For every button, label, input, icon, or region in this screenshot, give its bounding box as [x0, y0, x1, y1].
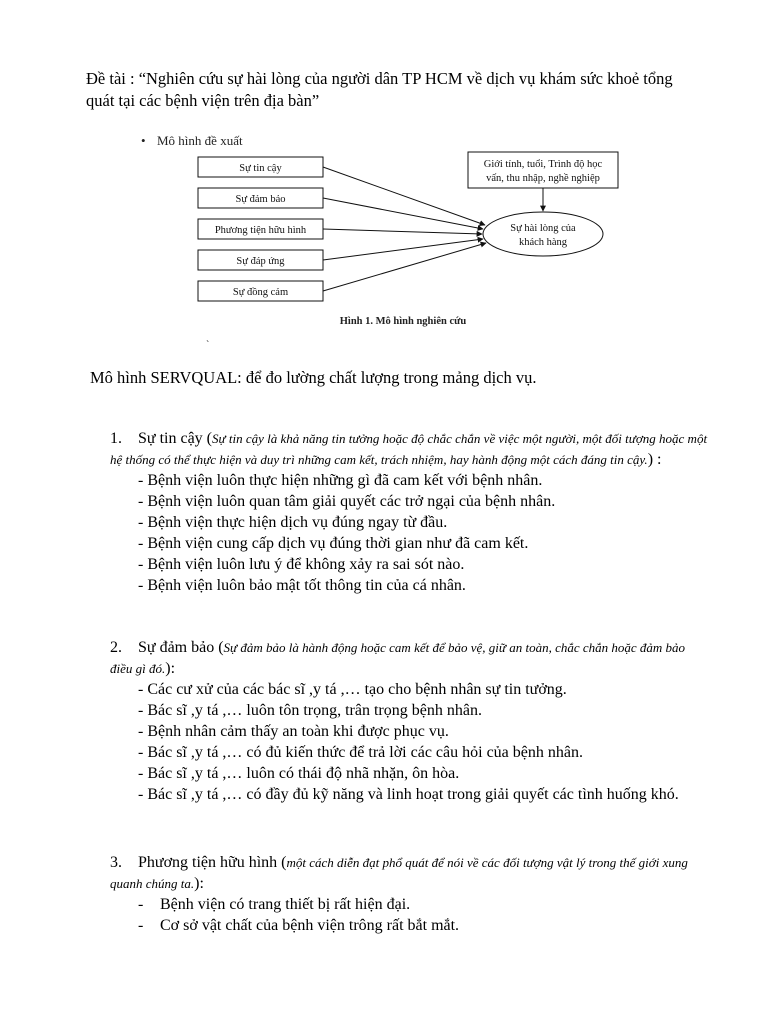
section-number: 2.: [110, 639, 122, 656]
list-item: - Bác sĩ ,y tá ,… có đủ kiến thức để trả lời các câu hỏi của bệnh nhân.: [138, 744, 583, 761]
construct-box-4: [198, 250, 323, 270]
construct-box-2: [198, 188, 323, 208]
list-item: [110, 915, 710, 936]
document-title: Đề tài : “Nghiên cứu sự hài lòng của người dân TP HCM về dịch vụ khám sức khoẻ tổng quát tại các bệnh viện trên địa bàn”: [86, 69, 673, 110]
figure-caption: Hình 1. Mô hình nghiên cứu: [339, 316, 467, 327]
section-number: 1.: [110, 430, 122, 447]
section-items: [110, 679, 710, 805]
svg-text:Phương tiện hữu hình: Phương tiện hữu hình: [214, 225, 307, 236]
section-heading: [110, 428, 710, 470]
section-number: 3.: [110, 854, 122, 871]
research-model-diagram: [125, 125, 645, 335]
section-note: Sự đảm bảo là hành động hoặc cam kết để bảo vệ, giữ an toàn, chắc chắn hoặc đảm bảo điều gì đó.: [110, 640, 686, 676]
stray-mark: `: [206, 340, 210, 351]
section-assurance: [110, 637, 710, 805]
list-item: - Các cư xử của các bác sĩ ,y tá ,… tạo cho bệnh nhân sự tin tưởng.: [138, 681, 567, 698]
svg-text:vấn, thu nhập, nghề nghiệp: vấn, thu nhập, nghề nghiệp: [486, 173, 600, 184]
list-item: - Bệnh viện luôn thực hiện những gì đã cam kết với bệnh nhân.: [138, 472, 543, 489]
servqual-line: Mô hình SERVQUAL: để đo lường chất lượng trong mảng dịch vụ.: [90, 368, 537, 387]
arrow-5: [323, 243, 486, 291]
section-tangibles: [110, 852, 710, 936]
list-item-text: Cơ sở vật chất của bệnh viện trông rất bắt mắt.: [160, 917, 460, 934]
dash-marker: -: [138, 896, 144, 913]
arrow-2: [323, 198, 483, 229]
section-close: ) :: [647, 451, 662, 468]
section-close: ):: [165, 660, 176, 677]
svg-text:Giới tính, tuổi, Trình độ học: Giới tính, tuổi, Trình độ học: [483, 159, 603, 170]
list-item: - Bệnh viện luôn quan tâm giải quyết các trở ngại của bệnh nhân.: [138, 493, 556, 510]
list-item: - Bệnh viện cung cấp dịch vụ đúng thời gian như đã cam kết.: [138, 535, 529, 552]
svg-text:Sự hài lòng của: Sự hài lòng của: [510, 223, 576, 234]
arrow-3: [323, 229, 482, 234]
list-item: - Bệnh viện thực hiện dịch vụ đúng ngay từ đầu.: [138, 514, 448, 531]
figure-bullet: •: [141, 133, 146, 148]
list-item: - Bác sĩ ,y tá ,… luôn tôn trọng, trân trọng bệnh nhân.: [138, 702, 482, 719]
section-reliability: [110, 428, 710, 596]
list-item-text: Bệnh viện có trang thiết bị rất hiện đại.: [160, 896, 411, 913]
list-item: - Bác sĩ ,y tá ,… luôn có thái độ nhã nhặn, ôn hòa.: [138, 765, 460, 782]
list-item: - Bệnh viện luôn lưu ý để không xảy ra sai sót nào.: [138, 556, 465, 573]
figure-heading: Mô hình đề xuất: [157, 133, 243, 148]
construct-box-1: [198, 157, 323, 177]
svg-text:Sự đáp ứng: Sự đáp ứng: [236, 256, 285, 267]
list-item: - Bệnh nhân cảm thấy an toàn khi được phục vụ.: [138, 723, 449, 740]
list-item: [110, 894, 710, 915]
svg-text:Sự tin cậy: Sự tin cậy: [239, 163, 282, 174]
research-model-figure: [125, 125, 645, 335]
section-items: [110, 894, 710, 936]
svg-text:Sự đồng cảm: Sự đồng cảm: [232, 287, 289, 298]
section-title: Phương tiện hữu hình (: [138, 854, 287, 871]
list-item: - Bệnh viện luôn bảo mật tốt thông tin của cá nhân.: [138, 577, 466, 594]
section-title: Sự đảm bảo (: [138, 639, 224, 656]
demographics-box: [468, 152, 618, 188]
list-item: - Bác sĩ ,y tá ,… có đầy đủ kỹ năng và linh hoạt trong giải quyết các tình huống khó.: [138, 786, 679, 803]
section-heading: [110, 852, 710, 894]
svg-text:Sự đảm bảo: Sự đảm bảo: [235, 194, 286, 205]
section-items: [110, 470, 710, 596]
section-note: một cách diễn đạt phổ quát để nói về các đối tượng vật lý trong thế giới xung quanh chúng ta.: [110, 855, 688, 891]
section-heading: [110, 637, 710, 679]
construct-box-5: [198, 281, 323, 301]
section-close: ):: [194, 875, 204, 892]
arrow-1: [323, 167, 485, 225]
satisfaction-ellipse: [483, 212, 603, 256]
arrow-4: [323, 239, 483, 260]
section-title: Sự tin cậy (: [138, 430, 212, 447]
dash-marker: -: [138, 917, 144, 934]
section-note: Sự tin cậy là khả năng tin tưởng hoặc độ chắc chắn về việc một người, một đối tượng hoặc một hệ thống có thể thực hiện và duy trì những cam kết, trách nhiệm, hay hành động một cách đáng tin cậy.: [110, 431, 708, 467]
svg-text:khách hàng: khách hàng: [518, 237, 568, 248]
construct-box-3: [198, 219, 323, 239]
